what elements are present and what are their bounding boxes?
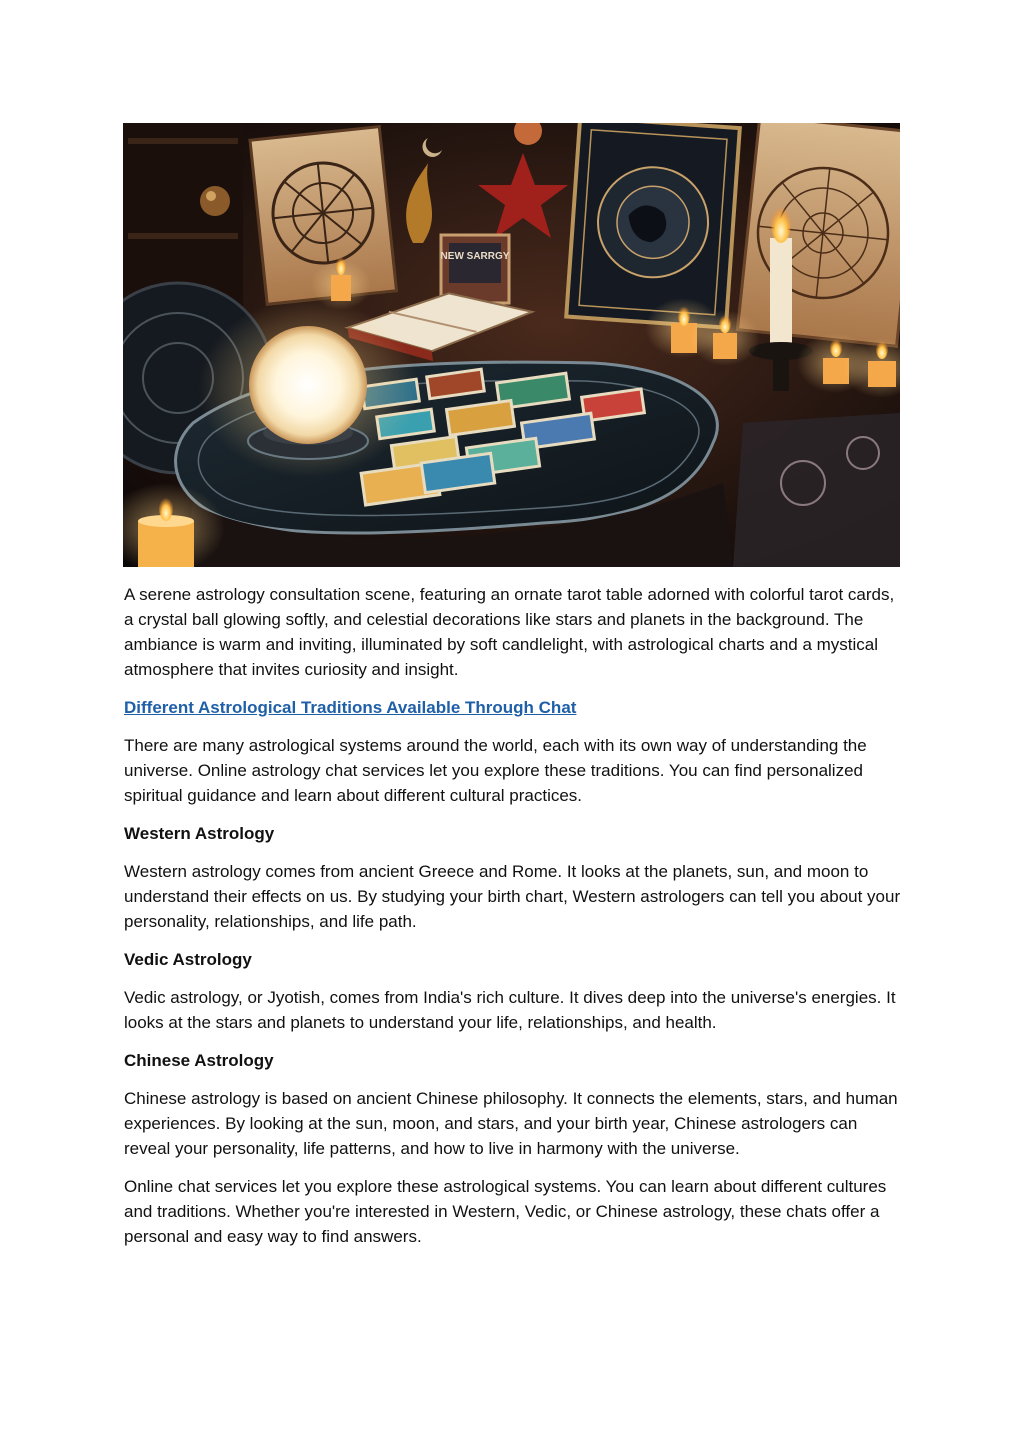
section-intro: There are many astrological systems around the world, each with its own way of understanding the universe. Online astrology chat services let you explore these traditions. You can find personalized spiritual guidance and learn about different cultural practices.: [124, 736, 867, 805]
vedic-astrology-text: Vedic astrology, or Jyotish, comes from India's rich culture. It dives deep into the universe's energies. It looks at the stars and planets to understand your life, relationships, and health.: [124, 988, 896, 1032]
closing-paragraph: Online chat services let you explore these astrological systems. You can learn about different cultures and traditions. Whether you're interested in Western, Vedic, or Chinese astrology, these chats offer a personal and easy way to find answers.: [124, 1177, 887, 1246]
astrology-scene-illustration: [123, 123, 900, 567]
vedic-astrology-heading: Vedic Astrology: [124, 950, 252, 969]
western-astrology-heading: Western Astrology: [124, 824, 275, 843]
chinese-astrology-heading: Chinese Astrology: [124, 1051, 274, 1070]
western-astrology-text: Western astrology comes from ancient Greece and Rome. It looks at the planets, sun, and moon to understand their effects on us. By studying your birth chart, Western astrologers can tell you about your personality, relationships, and life path.: [124, 862, 901, 931]
astrology-scene-image: [123, 123, 900, 567]
section-heading: [124, 695, 904, 720]
article-body: [124, 582, 904, 1262]
image-caption: A serene astrology consultation scene, featuring an ornate tarot table adorned with colorful tarot cards, a crystal ball glowing softly, and celestial decorations like stars and planets in the background. The ambiance is warm and inviting, illuminated by soft candlelight, with astrological charts and a mystical atmosphere that invites curiosity and insight.: [124, 585, 895, 679]
chinese-astrology-text: Chinese astrology is based on ancient Chinese philosophy. It connects the elements, stars, and human experiences. By looking at the sun, moon, and stars, and your birth year, Chinese astrologers can reveal your personality, life patterns, and how to live in harmony with the universe.: [124, 1089, 898, 1158]
section-heading-link[interactable]: Different Astrological Traditions Available Through Chat: [124, 698, 577, 717]
poster-text: NEW SARRGY: [440, 251, 510, 262]
